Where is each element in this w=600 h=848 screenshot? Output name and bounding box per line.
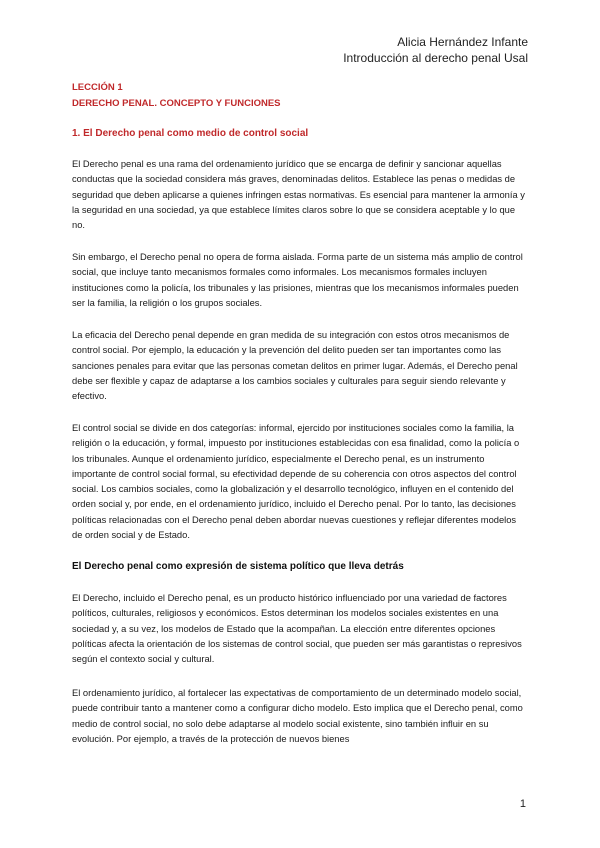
paragraph: El control social se divide en dos categorías: informal, ejercido por instituciones sociales como la familia, la religión o la educación, y formal, impuesto por instituciones establecidas con esa finalidad, como la policía o los tribunales. Aunque el ordenamiento jurídico, especialmente el Derecho penal, es un instrumento importante de control social formal, su efectividad depende de su coherencia con otros aspectos del control social. Los cambios sociales, como la globalización y el desarrollo tecnológico, influyen en el contenido del orden social y, por ende, en el ordenamiento jurídico, incluido el Derecho penal. Por lo tanto, las decisiones políticas relacionadas con el Derecho penal deben abordar nuevas cuestiones y reflejar diferentes modelos de orden social y de Estado. [72, 423, 520, 541]
lesson-heading [72, 80, 528, 112]
course-name: Introducción al derecho penal Usal [343, 51, 528, 65]
author-name: Alicia Hernández Infante [397, 35, 528, 49]
section-title-control-social: 1. El Derecho penal como medio de control social [72, 128, 309, 139]
paragraph: La eficacia del Derecho penal depende en gran medida de su integración con estos otros mecanismos de control social. Por ejemplo, la educación y la prevención del delito pueden ser tan importantes como las sanciones penales para evitar que las personas cometan delitos en primer lugar. Además, el Derecho penal debe ser flexible y capaz de adaptarse a los cambios sociales y culturales para seguir siendo relevante y efectivo. [72, 330, 518, 402]
paragraph: El Derecho penal es una rama del ordenamiento jurídico que se encarga de definir y sancionar aquellas conductas que la sociedad considera más graves, denominadas delitos. Establece las penas o medidas de seguridad que deben aplicarse a quienes infringen estas normativas. Es esencial para mantener la armonía y la seguridad en una sociedad, ya que establece límites claros sobre lo que se considera aceptable y lo que no. [72, 159, 525, 231]
paragraph: El Derecho, incluido el Derecho penal, es un producto histórico influenciado por una variedad de factores políticos, culturales, religiosos y económicos. Estos determinan los modelos sociales existentes en una sociedad y, a su vez, los modelos de Estado que la acompañan. La elección entre diferentes opciones políticas afecta la orientación de los sistemas de control social, que pueden ser más garantistas o represivos según el contexto social y cultural. [72, 593, 522, 665]
paragraph: Sin embargo, el Derecho penal no opera de forma aislada. Forma parte de un sistema más amplio de control social, que incluye tanto mecanismos formales como informales. Los mecanismos formales incluyen instituciones como la policía, los tribunales y las prisiones, mientras que los mecanismos informales pueden ser la familia, la religión o los grupos sociales. [72, 252, 523, 308]
lesson-title: DERECHO PENAL. CONCEPTO Y FUNCIONES [72, 98, 281, 109]
paragraph: El ordenamiento jurídico, al fortalecer las expectativas de comportamiento de un determinado modelo social, puede contribuir tanto a mantener como a configurar dicho modelo. Esto implica que el Derecho penal, como medio de control social, no solo debe adaptarse al modelo social existente, sino también influir en su evolución. Por ejemplo, a través de la protección de nuevos bienes [72, 688, 523, 744]
page-header [343, 34, 528, 66]
lesson-number: LECCIÓN 1 [72, 82, 123, 93]
page-number: 1 [519, 798, 526, 810]
section-title-sistema-politico: El Derecho penal como expresión de sistema político que lleva detrás [72, 561, 404, 572]
